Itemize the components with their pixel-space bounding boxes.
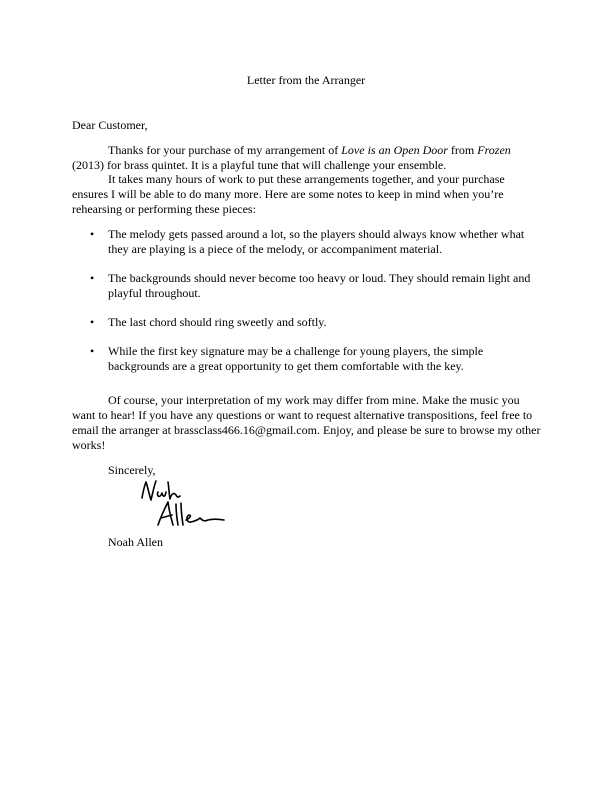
purchase-paragraph-text: It takes many hours of work to put these arrangements together, and your purchase ensures I will be able to do many more. Here are some notes to keep in mind when you’re rehearsing or performing these pieces:	[72, 172, 505, 216]
intro-text-end: (2013) for brass quintet. It is a playful tune that will challenge your ensemble.	[72, 158, 447, 172]
note-item: • The melody gets passed around a lot, so the players should always know whether what they are playing is a piece of the melody, or accompaniment material.	[108, 227, 542, 257]
note-item: • The last chord should ring sweetly and softly.	[108, 315, 542, 330]
song-title: Love is an Open Door	[341, 143, 448, 157]
closing-line: Sincerely,	[108, 463, 156, 477]
closing-paragraph-text: Of course, your interpretation of my work may differ from mine. Make the music you want to hear! If you have any questions or want to request alternative transpositions, feel free to email the arranger at brassclass466.16@gmail.com. Enjoy, and please be sure to browse my other works!	[72, 393, 541, 452]
purchase-paragraph	[72, 172, 542, 217]
closing-paragraph	[72, 393, 542, 453]
intro-text-start: Thanks for your purchase of my arrangement of	[108, 143, 342, 157]
salutation: Dear Customer,	[72, 118, 148, 132]
intro-text-middle: from	[447, 143, 478, 157]
signer-name: Noah Allen	[108, 535, 163, 549]
intro-paragraph	[72, 143, 542, 173]
handwritten-signature	[138, 478, 228, 534]
performance-notes-list	[108, 227, 542, 388]
page-title: Letter from the Arranger	[246, 73, 366, 87]
film-title: Frozen	[477, 143, 511, 157]
note-item: • While the first key signature may be a challenge for young players, the simple backgrounds are a great opportunity to get them comfortable with the key.	[108, 344, 542, 374]
note-item: • The backgrounds should never become too heavy or loud. They should remain light and playful throughout.	[108, 271, 542, 301]
